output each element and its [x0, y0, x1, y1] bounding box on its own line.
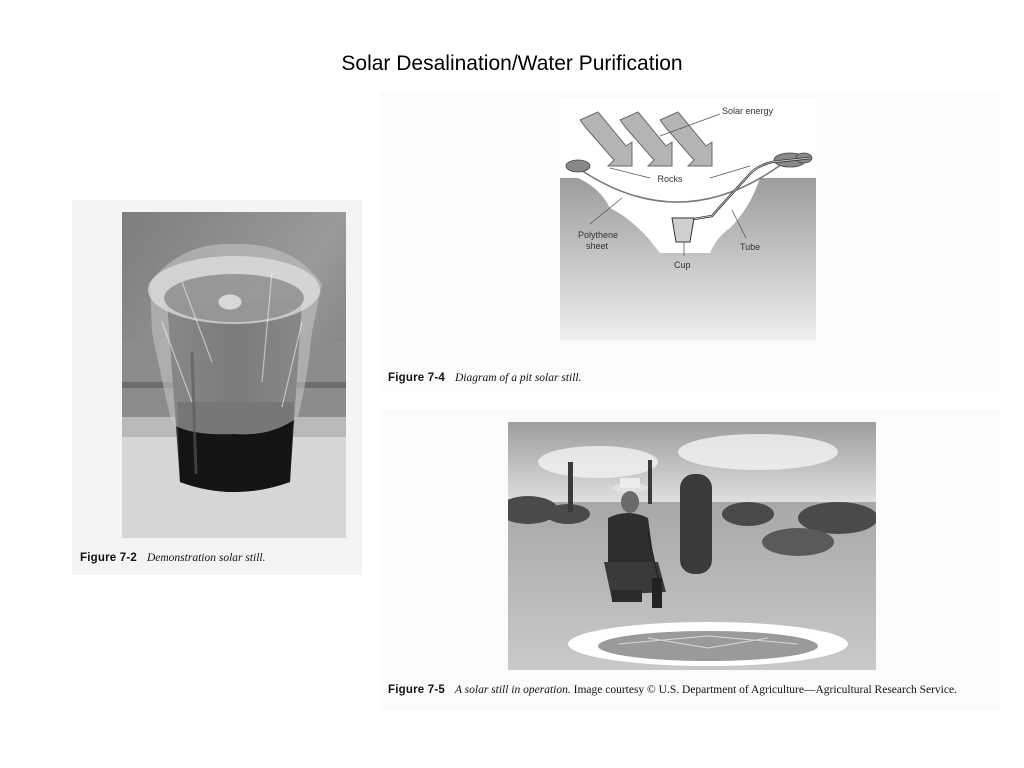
pit-solar-still-diagram — [560, 98, 816, 340]
label-cup: Cup — [674, 260, 691, 270]
label-polythene-line2: sheet — [586, 241, 609, 251]
cup-icon — [672, 218, 694, 242]
label-solar-energy: Solar energy — [722, 106, 774, 116]
figure-7-2-description: Demonstration solar still. — [146, 552, 266, 564]
figure-7-5-number: Figure 7-5 — [388, 684, 445, 696]
figure-7-5-description: A solar still in operation. — [454, 684, 571, 696]
figure-7-4-caption — [388, 372, 582, 384]
figure-7-5-caption — [388, 684, 957, 696]
figure-7-4-number: Figure 7-4 — [388, 372, 445, 384]
label-rocks: Rocks — [657, 174, 683, 184]
figure-7-4 — [380, 92, 1000, 392]
figure-7-2-number: Figure 7-2 — [80, 552, 137, 564]
slide-title: Solar Desalination/Water Purification — [341, 52, 683, 75]
demonstration-solar-still-photo — [122, 212, 346, 538]
figure-7-5-credit: Image courtesy © U.S. Department of Agriculture—Agricultural Research Service. — [573, 684, 957, 696]
label-polythene-line1: Polythene — [578, 230, 619, 240]
figure-7-5 — [380, 410, 1000, 710]
figure-7-2 — [72, 200, 362, 575]
label-tube: Tube — [740, 242, 761, 252]
figure-7-4-description: Diagram of a pit solar still. — [454, 372, 582, 384]
solar-still-in-operation-photo — [508, 422, 876, 670]
figure-7-2-caption — [80, 552, 266, 564]
